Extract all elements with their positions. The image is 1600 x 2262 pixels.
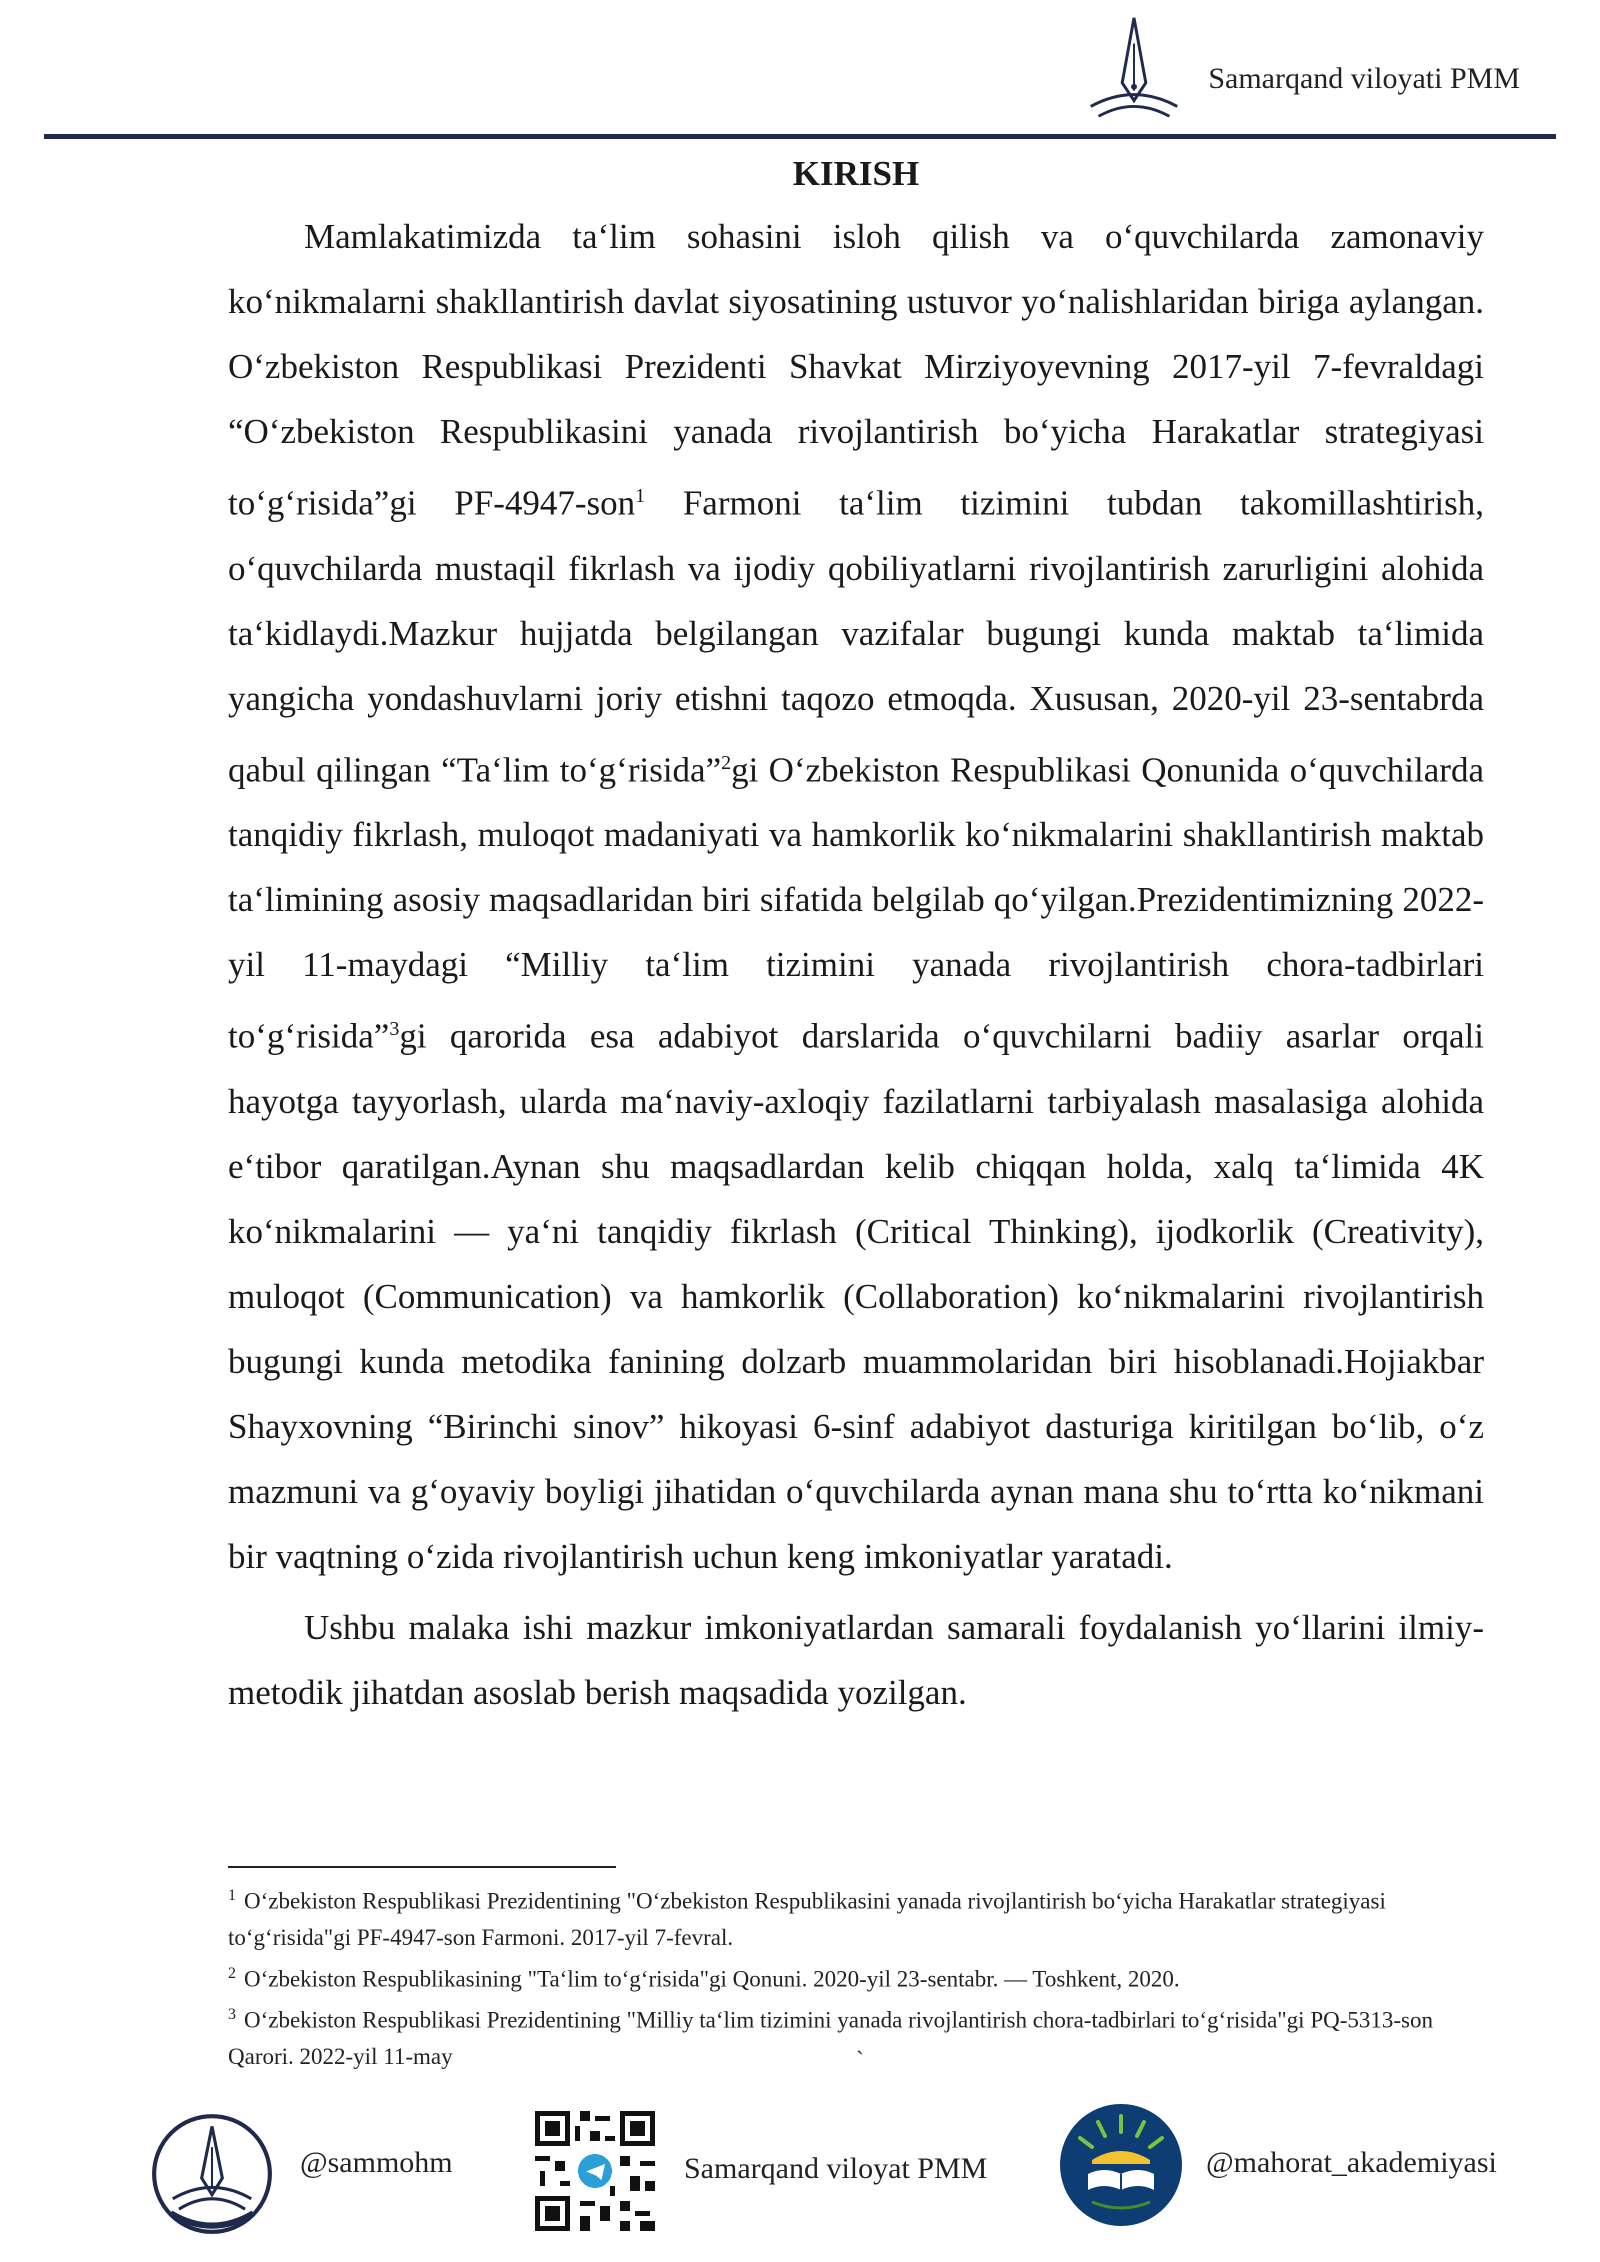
- footnote: [228, 1956, 1484, 1998]
- footnote-divider: [228, 1866, 616, 1868]
- footnote-text: O‘zbekiston Respublikasi Prezidentining "O‘zbekiston Respublikasini yanada rivojlantirish bo‘yicha Harakatlar strategiyasi to‘g‘risida"gi PF-4947-son Farmoni. 2017-yil 7-fevral.: [228, 1888, 1386, 1950]
- paragraphs: [228, 204, 1484, 1725]
- header-title: Samarqand viloyati PMM: [1208, 62, 1520, 95]
- footnotes: [228, 1878, 1484, 2075]
- header-divider: [44, 134, 1556, 139]
- footnote-number: 1: [228, 1887, 236, 1904]
- academy-emblem-icon: [1058, 2102, 1184, 2228]
- pen-nib-logo-icon: [1082, 14, 1186, 132]
- paragraph-text: gi O‘zbekiston Respublikasi Qonunida o‘quvchilarda tanqidiy fikrlash, muloqot madaniyati va hamkorlik ko‘nikmalarini shakllantirish maktab ta‘limining asosiy maqsadlaridan biri sifatida belgilab qo‘yilgan.Prezidentimizning 2022-yil 11-maydagi “Milliy ta‘lim tizimini yanada rivojlantirish chora-tadbirlari to‘g‘risida”: [228, 750, 1484, 1056]
- footnote-ref: 1: [635, 485, 646, 507]
- section-heading: KIRISH: [792, 154, 920, 193]
- footer-center-title: Samarqand viloyat PMM: [684, 2152, 988, 2185]
- page-header: [0, 0, 1600, 140]
- footer-handle-sammohm[interactable]: @sammohm: [300, 2146, 453, 2179]
- body-paragraph: [228, 204, 1484, 1589]
- footnote-ref: 2: [721, 751, 732, 774]
- paragraph-text: Farmoni ta‘lim tizimini tubdan takomillashtirish, o‘quvchilarda mustaqil fikrlash va ijodiy qobiliyatlarni rivojlantirish zarurligini alohida ta‘kidlaydi.Mazkur hujjatda belgilangan vazifalar bugungi kunda maktab ta‘limida yangicha yondashuvlarni joriy etishni taqozo etmoqda. Xususan, 2020-yil 23-sentabrda qabul qilingan “Ta‘lim to‘g‘risida”: [228, 483, 1484, 790]
- footnote-text: O‘zbekiston Respublikasi Prezidentining "Milliy ta‘lim tizimini yanada rivojlantirish chora-tadbirlari to‘g‘risida"gi PQ-5313-son Qarori. 2022-yil 11-may: [228, 2007, 1433, 2069]
- footnote-number: 3: [228, 2006, 236, 2024]
- footer-handle-mahorat[interactable]: @mahorat_akademiyasi: [1206, 2146, 1497, 2179]
- body-paragraph: [228, 1595, 1484, 1725]
- paragraph-text: gi qarorida esa adabiyot darslarida o‘quvchilarni badiiy asarlar orqali hayotga tayyorlash, ularda ma‘naviy-axloqiy fazilatlarni tarbiyalash masalasiga alohida e‘tibor qaratilgan.Aynan shu maqsadlardan kelib chiqqan holda, xalq ta‘limida 4K ko‘nikmalarini — ya‘ni tanqidiy fikrlash (Critical Thinking), ijodkorlik (Creativity), muloqot (Communication) va hamkorlik (Collaboration) ko‘nikmalarini rivojlantirish bugungi kunda metodika fanining dolzarb muammolaridan biri hisoblanadi.Hojiakbar Shayxovning “Birinchi sinov” hikoyasi 6-sinf adabiyot dasturiga kiritilgan bo‘lib, o‘z mazmuni va g‘oyaviy boyligi jihatidan o‘quvchilarda aynan mana shu to‘rtta ko‘nikmani bir vaqtning o‘zida rivojlantirish uchun keng imkoniyatlar yaratadi.: [228, 1016, 1484, 1576]
- stray-mark: `: [856, 2048, 864, 2074]
- paragraph-text: Ushbu malaka ishi mazkur imkoniyatlardan samarali foydalanish yo‘llarini ilmiy-metodik jihatdan asoslab berish maqsadida yozilgan.: [228, 1607, 1484, 1712]
- qr-code-icon[interactable]: [530, 2106, 660, 2236]
- paragraph-text: Mamlakatimizda ta‘lim sohasini isloh qilish va o‘quvchilarda zamonaviy ko‘nikmalarni shakllantirish davlat siyosatining ustuvor yo‘nalishlaridan biriga aylangan. O‘zbekiston Respublikasi Prezidenti Shavkat Mirziyoyevning 2017-yil 7-fevraldagi “O‘zbekiston Respublikasini yanada rivojlantirish bo‘yicha Harakatlar strategiyasi to‘g‘risida”gi PF-4947-son: [228, 217, 1484, 523]
- pen-nib-logo-icon: [150, 2112, 274, 2236]
- footnote-ref: 3: [389, 1018, 400, 1041]
- main-content: [228, 150, 1484, 1725]
- footnote: [228, 1878, 1484, 1956]
- footnote-number: 2: [228, 1964, 236, 1982]
- footnote-text: O‘zbekiston Respublikasining "Ta‘lim to‘g‘risida"gi Qonuni. 2020-yil 23-sentabr. — Toshkent, 2020.: [244, 1966, 1180, 1992]
